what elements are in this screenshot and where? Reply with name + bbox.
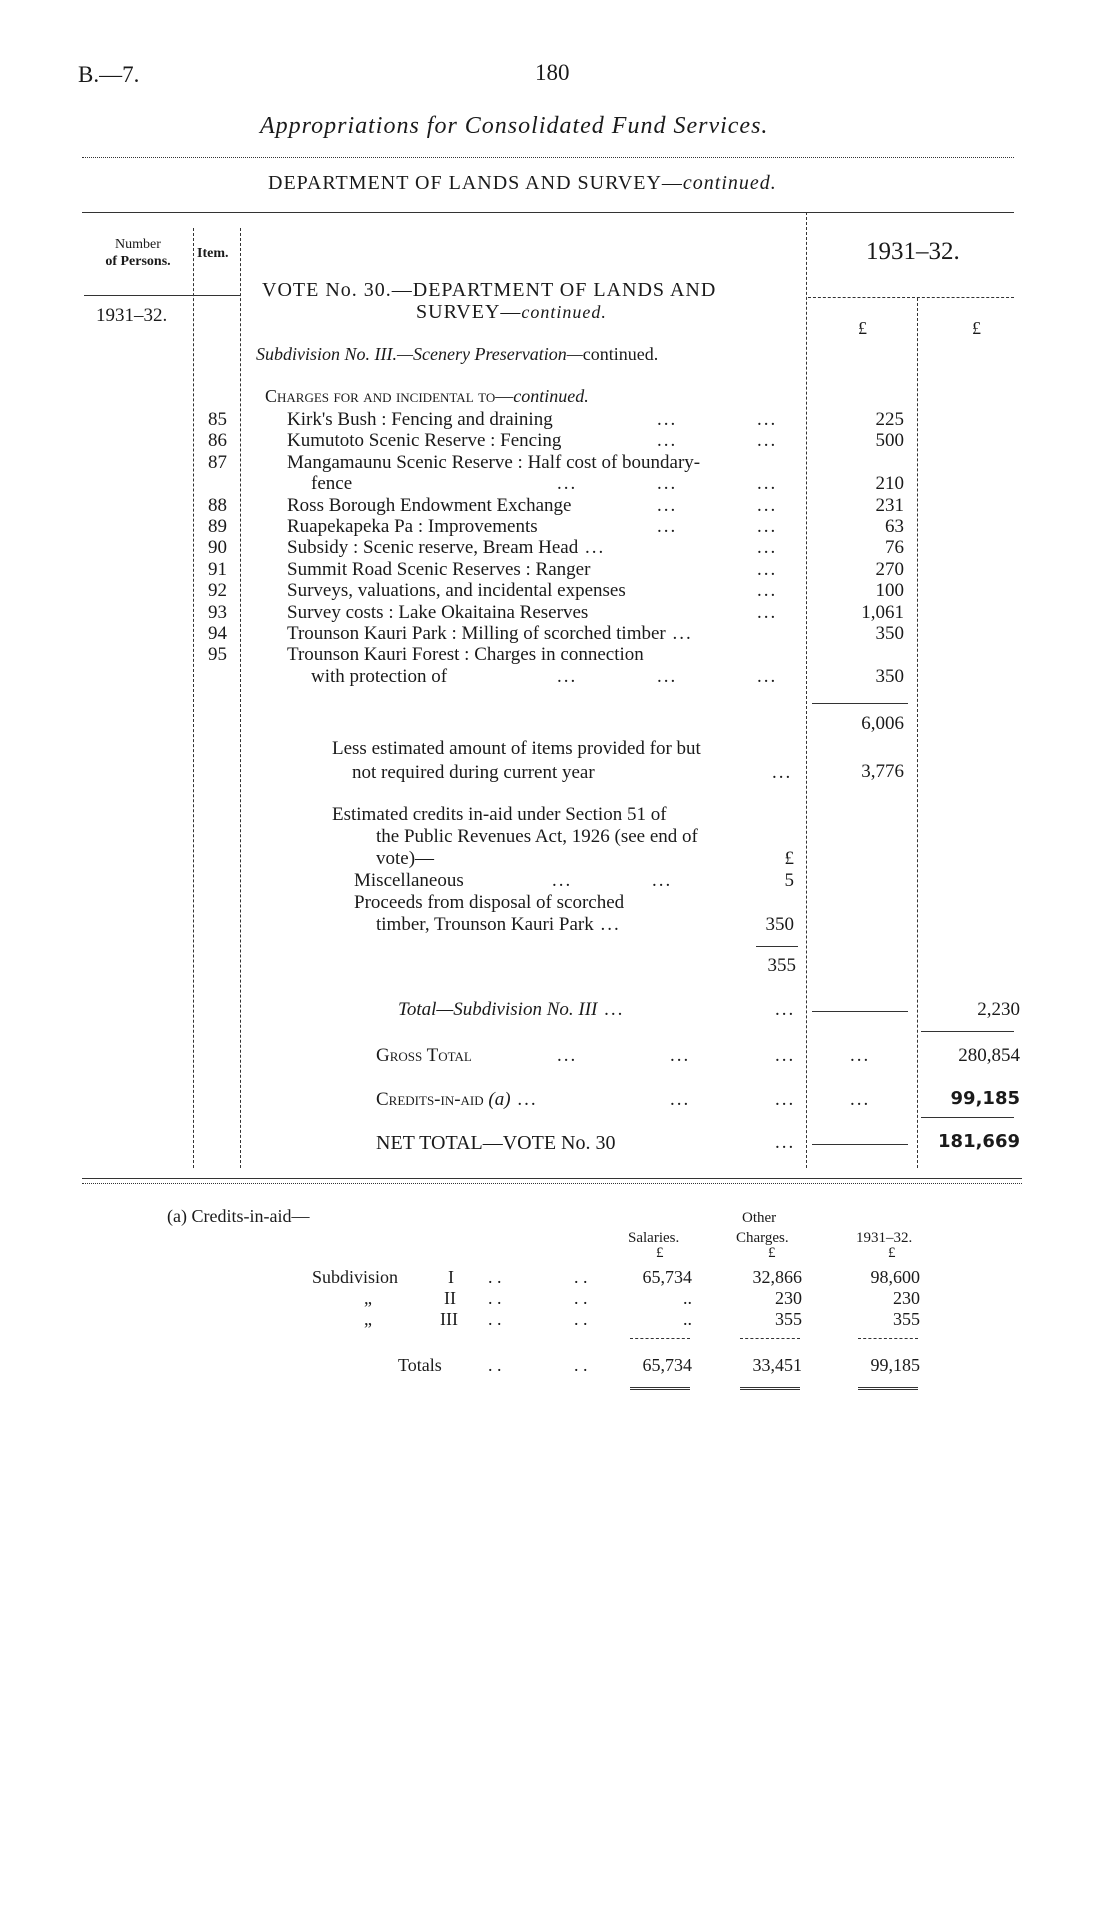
subdivision-heading: Subdivision No. III.—Scenery Preservation—continued.: [256, 344, 659, 364]
pound-col2: £: [972, 318, 981, 338]
number-of-persons-header: Number of Persons.: [105, 237, 171, 269]
footnote-label: (a) Credits-in-aid—: [167, 1206, 310, 1226]
col-rule-persons: [193, 228, 194, 1168]
footnote-pound: £: [888, 1245, 896, 1261]
col-rule-amount1: [806, 212, 807, 1168]
vote-title-cont: SURVEY—continued.: [416, 301, 607, 323]
item-amount: 210: [875, 473, 904, 495]
item-number: 85: [208, 409, 227, 430]
gross-total-label: Gross Total: [376, 1045, 472, 1066]
gross-total-amount: 280,854: [958, 1045, 1020, 1066]
credits-est-rule: [756, 946, 798, 947]
item-amounts: [820, 409, 904, 687]
footnote-row: „ II . . . . .. 230 230: [364, 1288, 920, 1308]
item-text: fence ... ... ...: [311, 473, 778, 495]
item-text: Summit Road Scenic Reserves : Ranger ...: [287, 558, 778, 580]
year-header-rule: [808, 297, 1014, 298]
item-amount: 76: [885, 537, 904, 559]
page-number: 180: [535, 60, 570, 85]
credits-rule: [921, 1117, 1014, 1118]
footnote-totals-other: 33,451: [752, 1355, 802, 1375]
subtotal-rule-2: [921, 1031, 1014, 1032]
item-text: Trounson Kauri Park : Milling of scorched timber ...: [287, 623, 693, 645]
item-number: 88: [208, 494, 227, 516]
col-rule-item: [240, 228, 241, 1168]
footnote-col-other-2: Charges.: [736, 1230, 789, 1246]
footnote-double-rule: [858, 1387, 918, 1390]
item-amount: 270: [875, 558, 904, 580]
item-numbers: [208, 409, 227, 666]
item-amount: 100: [875, 580, 904, 602]
subdivision-total-label: Total—Subdivision No. III ...: [398, 999, 625, 1020]
item-text: Ruapekapeka Pa : Improvements ... ...: [287, 516, 778, 538]
less-estimated-amount: 3,776: [861, 761, 904, 782]
item-amount: 350: [875, 665, 904, 687]
charges-heading: Charges for and incidental to—continued.: [265, 386, 589, 406]
item-number: 92: [208, 580, 227, 602]
item-text: Surveys, valuations, and incidental expenses ...: [287, 580, 778, 602]
footnote-double-rule: [740, 1387, 800, 1390]
item-text: Kumutoto Scenic Reserve : Fencing ... ...: [287, 430, 778, 452]
item-number: 89: [208, 516, 227, 538]
item-amount: 225: [875, 409, 904, 430]
item-text: with protection of ... ... ...: [311, 665, 778, 687]
subdivision-total-amount: 2,230: [977, 999, 1020, 1020]
item-text: Subsidy : Scenic reserve, Bream Head ... ...: [287, 537, 778, 559]
subtotal-amount: 6,006: [861, 713, 904, 734]
footnote-col-other-1: Other: [742, 1210, 777, 1226]
department-heading: DEPARTMENT OF LANDS AND SURVEY—continued.: [268, 172, 777, 194]
item-amount: 500: [875, 430, 904, 452]
less-estimated-text: Less estimated amount of items provided for but not required during current year ...: [332, 738, 793, 783]
footnote-totals-year: 99,185: [870, 1355, 920, 1375]
item-header: Item.: [197, 246, 229, 261]
footnote-double-rule: [630, 1387, 690, 1390]
item-number: 95: [208, 644, 227, 666]
credits-est-total: 355: [767, 955, 796, 976]
table-top-rule: [82, 212, 1014, 213]
item-text: Mangamaunu Scenic Reserve : Half cost of boundary-: [287, 451, 701, 473]
item-text: Ross Borough Endowment Exchange ... ...: [287, 494, 778, 516]
col-rule-amount2: [917, 298, 918, 1168]
item-amount: 350: [875, 623, 904, 645]
item-text: Trounson Kauri Forest : Charges in connection: [287, 644, 644, 666]
item-number: 91: [208, 558, 227, 580]
subtotal-rule: [812, 703, 908, 704]
footnote-rule: [858, 1338, 918, 1339]
item-amount: 63: [885, 516, 904, 538]
footnote-pound: £: [768, 1245, 776, 1261]
item-number: 87: [208, 451, 227, 473]
footnote-totals-salaries: 65,734: [642, 1355, 692, 1375]
footnote-rule: [740, 1338, 800, 1339]
item-text: Kirk's Bush : Fencing and draining ... ...: [287, 409, 778, 430]
persons-header-rule: [84, 295, 240, 296]
item-amount: 1,061: [861, 601, 904, 623]
table-bottom-rule-2: [82, 1183, 1022, 1184]
credits-in-aid-label: Credits-in-aid (a) ...: [376, 1089, 538, 1110]
net-total-amount: 181,669: [938, 1131, 1020, 1152]
net-total-label: NET TOTAL—VOTE No. 30: [376, 1132, 616, 1154]
year-left-header: 1931–32.: [96, 305, 168, 326]
footnote-row: „ III . . . . .. 355 355: [364, 1309, 920, 1329]
vote-title: VOTE No. 30.—DEPARTMENT OF LANDS AND: [262, 279, 717, 301]
footnote-pound: £: [656, 1245, 664, 1261]
year-header: 1931–32.: [866, 238, 960, 265]
footnote-col-year: 1931–32.: [856, 1230, 913, 1246]
footnote-col-salaries: Salaries.: [628, 1230, 680, 1246]
document-reference: B.—7.: [78, 62, 140, 87]
footnote-rows: [312, 1267, 932, 1330]
page-title: Appropriations for Consolidated Fund Services.: [260, 113, 769, 139]
item-number: 90: [208, 537, 227, 559]
pound-col1: £: [858, 318, 867, 338]
footnote-row: Subdivision I . . . . 65,734 32,866 98,600: [312, 1267, 920, 1287]
item-descriptions: [287, 409, 797, 687]
item-amount: 231: [875, 494, 904, 516]
footnote-totals-label: Totals: [398, 1355, 442, 1375]
item-number: 86: [208, 430, 227, 452]
table-bottom-rule: [82, 1178, 1022, 1179]
item-number: 93: [208, 601, 227, 623]
subdivision-total-dash: [812, 1011, 908, 1012]
estimated-credits-text: Estimated credits in-aid under Section 51 of the Public Revenues Act, 1926 (see end of vote)— £ Miscellaneous ... ... 5 Proceeds from disposal of scorched timber, Trounson Kauri Park ... 350: [332, 804, 794, 935]
footnote-rule: [630, 1338, 690, 1339]
item-text: Survey costs : Lake Okaitaina Reserves ...: [287, 601, 778, 623]
net-total-dash: [812, 1144, 908, 1145]
credits-in-aid-amount: 99,185: [950, 1088, 1020, 1109]
item-number: 94: [208, 623, 227, 645]
title-rule: [82, 157, 1014, 158]
